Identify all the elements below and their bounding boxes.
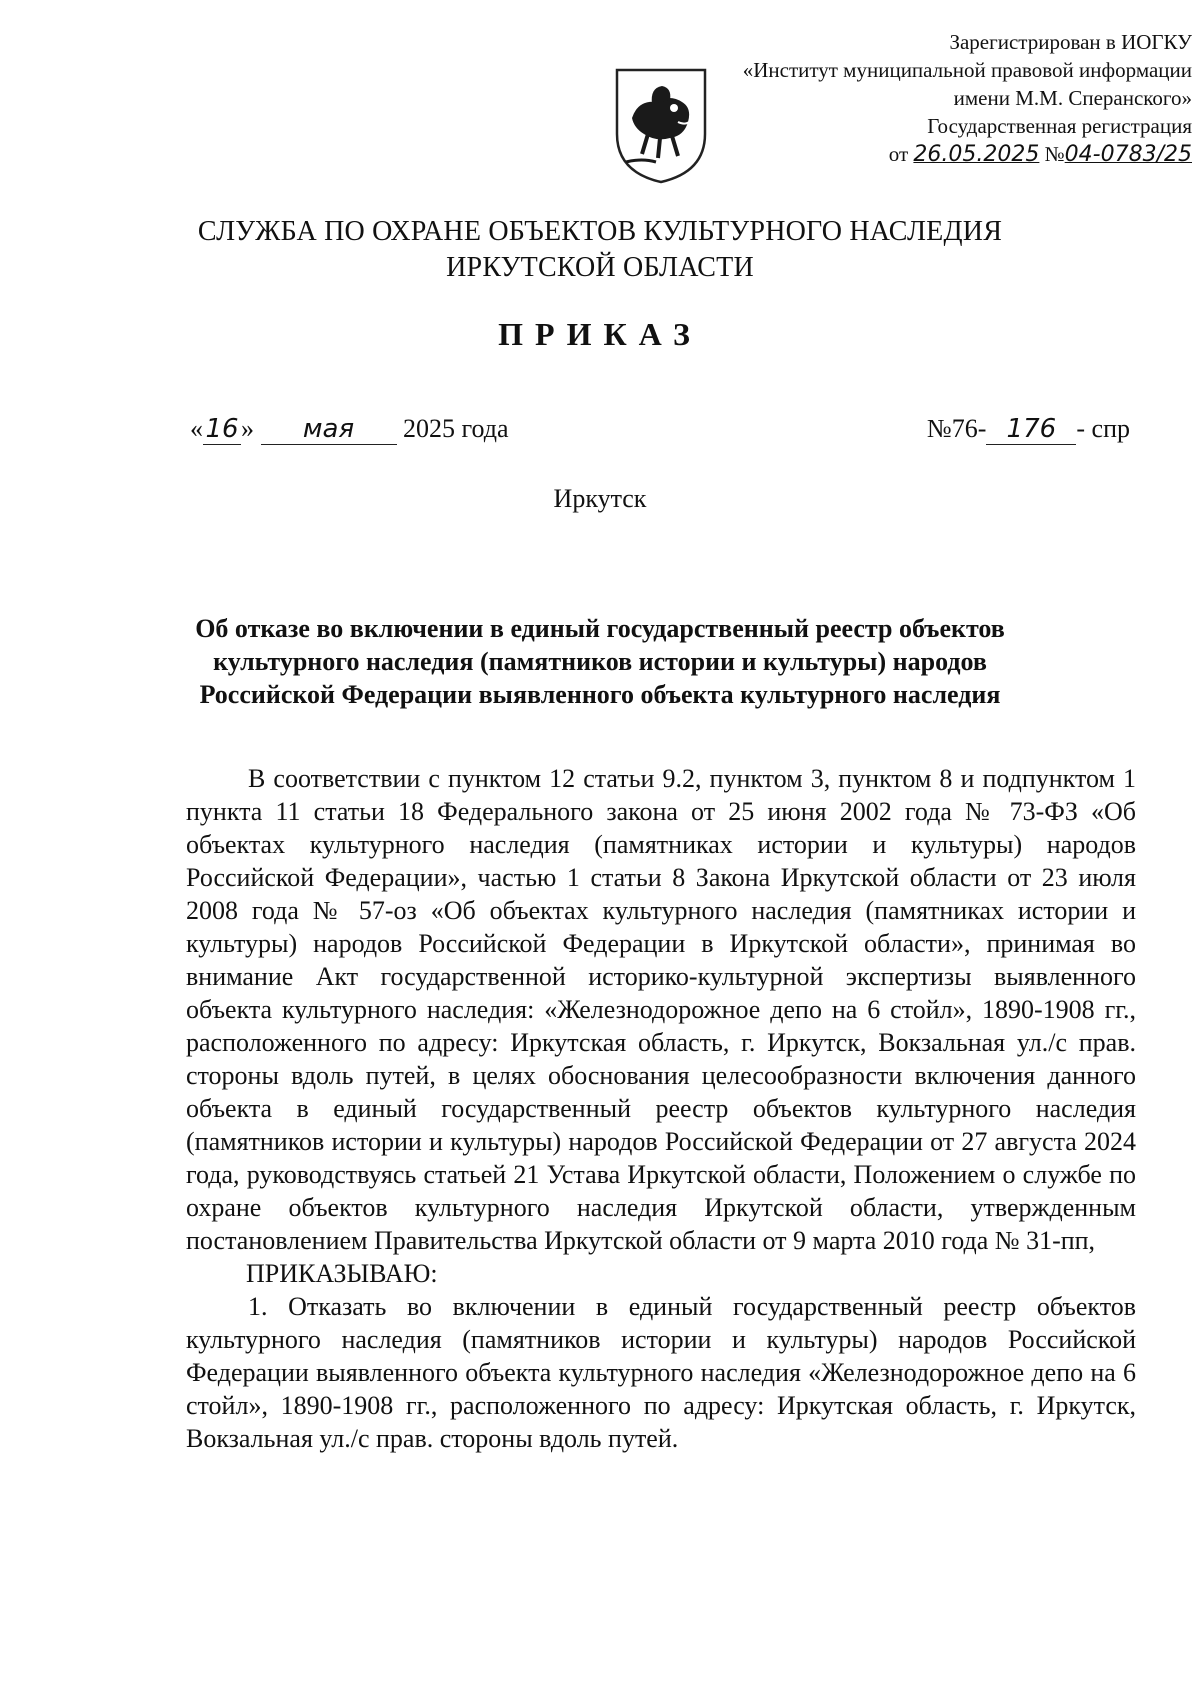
order-body — [186, 762, 1136, 1455]
city: Иркутск — [553, 484, 647, 513]
registration-number-prefix: № — [1044, 142, 1065, 166]
date-close-quote: » — [241, 414, 254, 443]
organization-line-1: СЛУЖБА ПО ОХРАНЕ ОБЪЕКТОВ КУЛЬТУРНОГО НАСЛЕДИЯ — [197, 216, 1003, 247]
coat-of-arms-icon — [612, 64, 710, 186]
order-date — [190, 414, 509, 445]
order-item-1: 1. Отказать во включении в единый государственный реестр объектов культурного наследия (памятников истории и культуры) народов Российской Федерации выявленного объекта культурного наследия «Железнодорожное депо на 6 стойл», 1890-1908 гг., расположенного по адресу: Иркутская область, г. Иркутск, Вокзальная ул./с прав. стороны вдоль путей. — [186, 1292, 1136, 1453]
registration-number: 04-0783/25 — [1064, 142, 1192, 167]
registration-line-3: имени М.М. Сперанского» — [953, 86, 1192, 110]
registration-line-4: Государственная регистрация — [927, 114, 1192, 138]
order-number-suffix: - спр — [1076, 414, 1130, 443]
date-open-quote: « — [190, 414, 203, 443]
registration-date: 26.05.2025 — [913, 142, 1040, 167]
order-word: ПРИКАЗЫВАЮ: — [246, 1259, 438, 1288]
registration-line-2: «Институт муниципальной правовой информации — [742, 58, 1192, 82]
registration-date-row — [743, 140, 1192, 169]
preamble-paragraph: В соответствии с пунктом 12 статьи 9.2, пунктом 3, пунктом 8 и подпунктом 1 пункта 11 статьи 18 Федерального закона от 25 июня 2002 года № 73-ФЗ «Об объектах культурного наследия (памятниках истории и культуры) народов Российской Федерации», частью 1 статьи 8 Закона Иркутской области от 23 июля 2008 года № 57-оз «Об объектах культурного наследия (памятниках истории и культуры) народов Российской Федерации в Иркутской области», принимая во внимание Акт государственной историко-культурной экспертизы выявленного объекта культурного наследия: «Железнодорожное депо на 6 стойл», 1890-1908 гг., расположенного по адресу: Иркутская область, г. Иркутск, Вокзальная ул./с прав. стороны вдоль путей, в целях обоснования целесообразности включения данного объекта в единый государственный реестр объектов культурного наследия (памятников истории и культуры) народов Российской Федерации от 27 августа 2024 года, руководствуясь статьей 21 Устава Иркутской области, Положением о службе по охране объектов культурного наследия Иркутской области, утвержденным постановлением Правительства Иркутской области от 9 марта 2010 года № 31-пп, — [186, 764, 1136, 1255]
order-year: 2025 года — [403, 414, 509, 443]
organization-line-2: ИРКУТСКОЙ ОБЛАСТИ — [446, 252, 754, 283]
registration-date-prefix: от — [888, 142, 909, 166]
order-number-prefix: №76- — [926, 414, 987, 443]
order-number-value: 176 — [986, 414, 1076, 445]
order-day: 16 — [203, 414, 241, 445]
document-type: ПРИКАЗ — [498, 316, 702, 352]
organization-name — [0, 214, 1200, 286]
order-month: мая — [261, 414, 397, 445]
registration-line-1: Зарегистрирован в ИОГКУ — [949, 30, 1192, 54]
order-subject: Об отказе во включении в единый государственный реестр объектов культурного наследия (памятников истории и культуры) народов Российской Федерации выявленного объекта культурного наследия — [195, 614, 1005, 709]
registration-stamp — [743, 28, 1192, 169]
order-number — [927, 414, 1130, 445]
